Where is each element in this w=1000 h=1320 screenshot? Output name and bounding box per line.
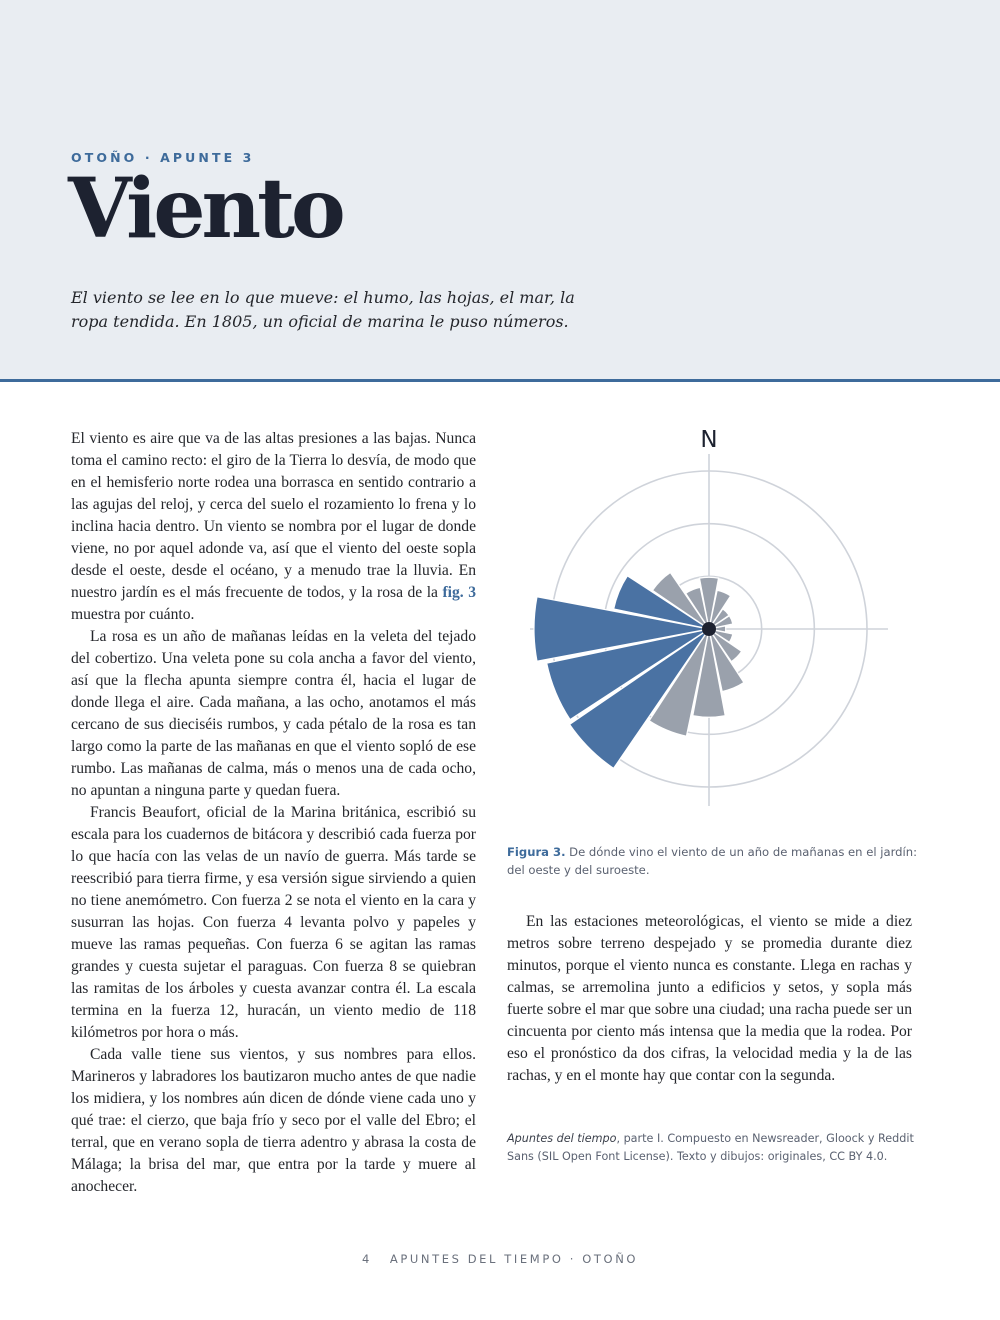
paragraph-5: En las estaciones meteorológicas, el viento se mide a diez metros sobre terreno despejado y se promedia durante diez minutos, porque el viento nunca es constante. Llega en rachas y calmas, se arremolina junto a edificios y setos, y sopla más fuerte sobre el mar que sobre una ciudad; una racha puede ser un cincuenta por ciento más intensa que la media que la rodea. Por eso el pronóstico da dos cifras, la velocidad media y la de las rachas, y en el monte hay que contar con la segunda. (507, 913, 912, 1084)
paragraph-1-text: El viento es aire que va de las altas presiones a las bajas. Nunca toma el camino recto: el giro de la Tierra lo desvía, de modo que en el hemisferio norte rodea una borrasca en sentido contrario a las agujas del reloj, y cerca del suelo el rozamiento lo frena y lo inclina hacia dentro. Un viento se nombra por el lugar de donde viene, no por aquel adonde va, así que el viento del oeste sopla desde el oeste, desde el océano, y a menudo trae la lluvia. En nuestro jardín es el más frecuente de todos, y la rosa de la (71, 430, 476, 601)
kicker: OTOÑO · APUNTE 3 (71, 150, 255, 165)
paragraph-1 (71, 428, 476, 626)
running-title: APUNTES DEL TIEMPO · OTOÑO (389, 1252, 639, 1266)
paragraph-3: Francis Beaufort, oficial de la Marina británica, escribió su escala para los cuadernos de bitácora y describió cada fuerza por lo que hacía con las velas de un navío de guerra. Más tarde se reescribió para tierra firme, y esa versión sigue sirviendo a quien no tiene anemómetro. Con fuerza 2 se nota el viento en la cara y susurran las hojas. Con fuerza 4 levanta polvo y papeles y mueve las ramas pequeñas. Con fuerza 6 se agitan las ramas grandes y cuesta sujetar el paraguas. Con fuerza 8 se quiebran las ramitas de los árboles y cuesta avanzar contra él. La escala termina en la fuerza 12, huracán, un viento medio de 118 kilómetros por hora o más. (71, 804, 476, 1041)
paragraph-1-end: muestra por cuánto. (71, 606, 195, 623)
colophon (507, 1130, 917, 1166)
rose-hub (702, 622, 716, 636)
page-footer (0, 1252, 1000, 1266)
figure-caption (507, 843, 917, 879)
caption-text: De dónde vino el viento de un año de mañanas en el jardín: del oeste y del suroeste. (507, 845, 917, 877)
page-title: Viento (68, 161, 342, 257)
caption-label: Figura 3. (507, 845, 566, 859)
body-column-left (71, 428, 476, 1198)
body-column-right (507, 911, 912, 1087)
page-number: 4 (361, 1252, 372, 1266)
north-label: N (700, 427, 718, 453)
colophon-text: , parte I. Compuesto en Newsreader, Gloock y Reddit Sans (SIL Open Font License). Texto y dibujos: originales, CC BY 4.0. (507, 1132, 914, 1163)
figure-3 (500, 420, 920, 820)
colophon-title: Apuntes del tiempo (507, 1132, 617, 1145)
paragraph-2: La rosa es un año de mañanas leídas en la veleta del tejado del cobertizo. Una veleta pone su cola ancha a favor del viento, así que la flecha apunta siempre contra él, hacia el lugar de donde llega el aire. Cada mañana, a las ocho, anotamos el más cercano de sus dieciséis rumbos, y cada pétalo de la rosa es tan largo como la parte de las mañanas en que el viento sopló de ese rumbo. Las mañanas de calma, más o menos una de cada ocho, no apuntan a ninguna parte y quedan fuera. (71, 628, 476, 799)
rose-petals (534, 573, 744, 769)
paragraph-4: Cada valle tiene sus vientos, y sus nombres para ellos. Marineros y labradores los bautizaron mucho antes de que nadie los midiera, y los nombres aún dicen de dónde viene cada uno y qué trae: el cierzo, que baja frío y seco por el valle del Ebro; el terral, que en verano sopla de tierra adentro y abrasa la costa de Málaga; la brisa del mar, que entra por la tarde y muere al anochecer. (71, 1046, 476, 1195)
wind-rose-chart (500, 420, 920, 820)
figure-reference-link[interactable]: fig. 3 (442, 584, 476, 601)
header-band (0, 0, 1000, 382)
dek: El viento se lee en lo que mueve: el humo, las hojas, el mar, la ropa tendida. En 1805, un oficial de marina le puso números. (71, 288, 575, 331)
